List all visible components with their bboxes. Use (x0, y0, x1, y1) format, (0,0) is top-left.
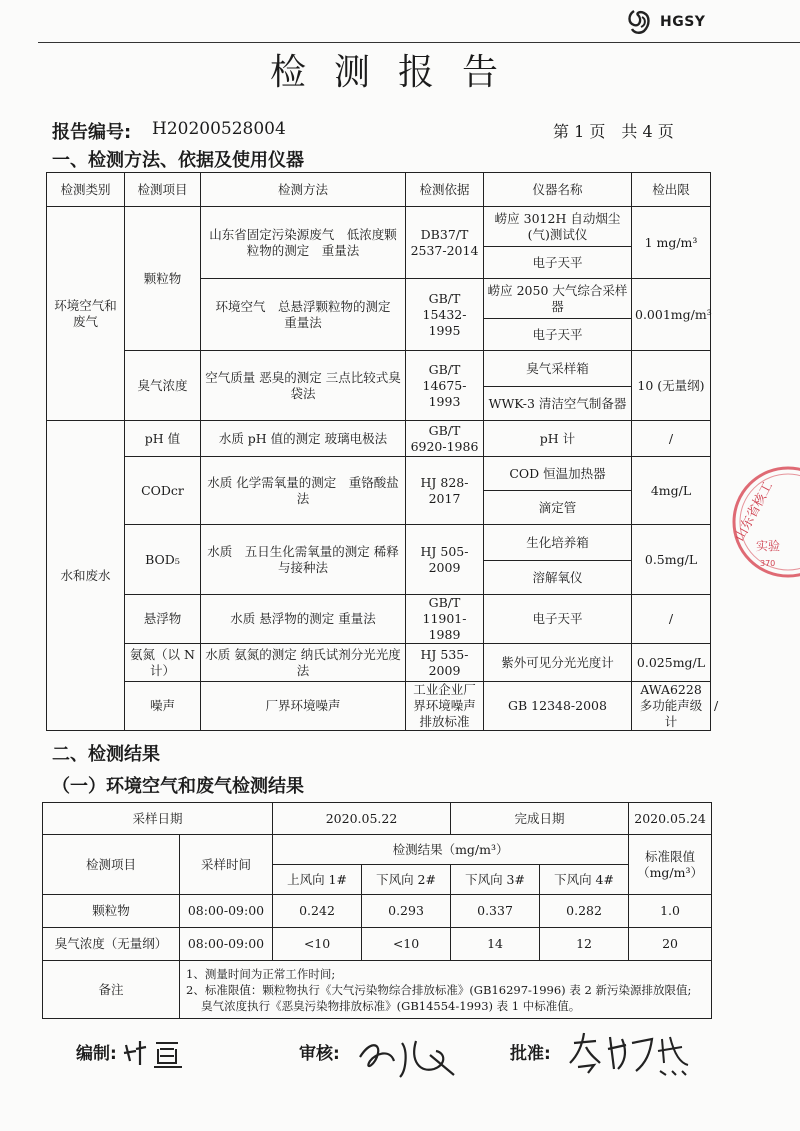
instrument-cell: 滴定管 (484, 491, 632, 525)
value-cell: <10 (273, 928, 362, 961)
compiled-by-label: 编制: (76, 1044, 117, 1064)
method-cell: 山东省固定污染源废气 低浓度颗粒物的测定 重量法 (201, 207, 406, 279)
column-header: 检测方法 (201, 173, 406, 207)
item-cell: 臭气浓度（无量纲） (43, 928, 180, 961)
basis-cell: GB/T 14675-1993 (406, 351, 484, 421)
basis-cell: DB37/T 2537-2014 (406, 207, 484, 279)
column-header: 仪器名称 (484, 173, 632, 207)
table-row (47, 457, 711, 491)
table-row (47, 421, 711, 457)
basis-cell: GB/T 15432-1995 (406, 279, 484, 351)
seal-text: 山东省核工 (732, 479, 777, 544)
report-number-label: 报告编号: (52, 122, 132, 143)
limit-cell: 20 (629, 928, 712, 961)
point-header: 上风向 1# (273, 865, 362, 895)
table-row (47, 644, 711, 682)
limit-cell: 0.001mg/m³ (632, 279, 711, 351)
table-row: 噪声 厂界环境噪声 工业企业厂界环境噪声排放标准 GB 12348-2008 AWA6228 多功能声级计 / (47, 682, 711, 731)
table-row (47, 525, 711, 561)
subsection-heading-air: （一）环境空气和废气检测结果 (52, 776, 304, 797)
table-header-row (43, 835, 712, 865)
basis-cell: HJ 828-2017 (406, 457, 484, 525)
compiler-signature (120, 1035, 200, 1071)
sampling-date-label: 采样日期 (43, 803, 273, 835)
point-header: 下风向 2# (362, 865, 451, 895)
category-cell: 水和废水 (47, 421, 125, 731)
instrument-cell: 生化培养箱 (484, 525, 632, 561)
instrument-cell: 溶解氧仪 (484, 561, 632, 595)
value-cell: 0.242 (273, 895, 362, 928)
seal-subtext: 实验 (756, 539, 781, 553)
column-header: 检测依据 (406, 173, 484, 207)
method-cell: 水质 氨氮的测定 纳氏试剂分光光度法 (201, 644, 406, 682)
table-row (47, 595, 711, 644)
method-cell: 空气质量 恶臭的测定 三点比较式臭袋法 (201, 351, 406, 421)
instrument-cell: 臭气采样箱 (484, 351, 632, 387)
note-label: 备注 (43, 961, 180, 1019)
item-cell: 颗粒物 (125, 207, 201, 351)
value-cell: 0.282 (540, 895, 629, 928)
company-logo (626, 6, 705, 38)
limit-cell: 10 (无量纲) (632, 351, 711, 421)
basis-cell: HJ 505-2009 (406, 525, 484, 595)
column-header: 检测项目 (125, 173, 201, 207)
section-heading-results: 二、检测结果 (52, 744, 160, 765)
instrument-cell: 电子天平 (484, 595, 632, 644)
instrument-cell: AWA6228 多功能声级计 (632, 682, 711, 731)
category-cell: 噪声 (125, 682, 201, 731)
method-cell: 水质 五日生化需氧量的测定 稀释与接种法 (201, 525, 406, 595)
column-header: 检出限 (632, 173, 711, 207)
logo-mark-icon (626, 7, 656, 37)
column-header: 标准限值（mg/m³） (629, 835, 712, 895)
section-heading-methods: 一、检测方法、依据及使用仪器 (52, 150, 304, 171)
value-cell: 0.293 (362, 895, 451, 928)
item-cell: 悬浮物 (125, 595, 201, 644)
method-cell: 水质 悬浮物的测定 重量法 (201, 595, 406, 644)
header-rule (38, 42, 800, 43)
instrument-cell: WWK-3 清洁空气制备器 (484, 387, 632, 421)
time-cell: 08:00-09:00 (180, 928, 273, 961)
value-cell: 12 (540, 928, 629, 961)
signature-row (0, 1035, 800, 1095)
finish-date-value: 2020.05.24 (629, 803, 712, 835)
item-cell: pH 值 (125, 421, 201, 457)
table-row (43, 895, 712, 928)
basis-cell: HJ 535-2009 (406, 644, 484, 682)
value-cell: 0.337 (451, 895, 540, 928)
item-cell: 臭气浓度 (125, 351, 201, 421)
seal-code: 370 (760, 559, 776, 568)
value-cell: 14 (451, 928, 540, 961)
basis-cell: GB/T 6920-1986 (406, 421, 484, 457)
finish-date-label: 完成日期 (451, 803, 629, 835)
basis-cell: GB 12348-2008 (484, 682, 632, 731)
instrument-cell: COD 恒温加热器 (484, 457, 632, 491)
report-number: H20200528004 (152, 119, 286, 139)
limit-cell: 0.025mg/L (632, 644, 711, 682)
limit-cell: 0.5mg/L (632, 525, 711, 595)
limit-cell: / (632, 421, 711, 457)
value-cell: <10 (362, 928, 451, 961)
instrument-cell: 崂应 2050 大气综合采样器 (484, 279, 632, 319)
item-cell: BOD₅ (125, 525, 201, 595)
note-line: 臭气浓度执行《恶臭污染物排放标准》(GB14554-1993) 表 1 中标准值。 (186, 998, 581, 1013)
methods-table (46, 172, 719, 731)
approved-by-label: 批准: (510, 1044, 551, 1064)
instrument-cell: 崂应 3012H 自动烟尘(气)测试仪 (484, 207, 632, 247)
method-cell: 工业企业厂界环境噪声排放标准 (406, 682, 484, 731)
limit-cell: / (632, 595, 711, 644)
column-header: 检测类别 (47, 173, 125, 207)
limit-cell: 1 mg/m³ (632, 207, 711, 279)
document-title: 检测报告 (269, 52, 526, 93)
point-header: 下风向 3# (451, 865, 540, 895)
item-cell: 厂界环境噪声 (201, 682, 406, 731)
instrument-cell: pH 计 (484, 421, 632, 457)
column-header: 检测结果（mg/m³） (273, 835, 629, 865)
note-line: 2、标准限值：颗粒物执行《大气污染物综合排放标准》(GB16297-1996) 表 2 新污染源排放限值; (186, 982, 692, 997)
method-cell: 水质 pH 值的测定 玻璃电极法 (201, 421, 406, 457)
method-cell: 水质 化学需氧量的测定 重铬酸盐法 (201, 457, 406, 525)
method-cell: 环境空气 总悬浮颗粒物的测定 重量法 (201, 279, 406, 351)
table-row (47, 351, 711, 387)
category-cell: 环境空气和废气 (47, 207, 125, 421)
approver-signature (566, 1029, 696, 1079)
sampling-date-value: 2020.05.22 (273, 803, 451, 835)
table-row (43, 961, 712, 1019)
reviewed-by-label: 审核: (299, 1044, 340, 1064)
table-header-row (47, 173, 711, 207)
note-line: 1、测量时间为正常工作时间; (186, 966, 336, 981)
air-results-table (42, 802, 712, 1019)
page-info: 第 1 页 共 4 页 (553, 122, 674, 141)
time-cell: 08:00-09:00 (180, 895, 273, 928)
table-row (43, 803, 712, 835)
reviewer-signature (350, 1031, 470, 1087)
limit-cell: 4mg/L (632, 457, 711, 525)
logo-text: HGSY (660, 14, 706, 30)
column-header: 采样时间 (180, 835, 273, 895)
table-row (47, 207, 711, 247)
instrument-cell: 电子天平 (484, 247, 632, 279)
point-header: 下风向 4# (540, 865, 629, 895)
item-cell: 颗粒物 (43, 895, 180, 928)
limit-cell: 1.0 (629, 895, 712, 928)
table-row (43, 928, 712, 961)
item-cell: 氨氮（以 N 计） (125, 644, 201, 682)
item-cell: CODcr (125, 457, 201, 525)
column-header: 检测项目 (43, 835, 180, 895)
basis-cell: GB/T 11901-1989 (406, 595, 484, 644)
official-seal (718, 462, 800, 582)
instrument-cell: 电子天平 (484, 319, 632, 351)
notes-cell (180, 961, 712, 1019)
instrument-cell: 紫外可见分光光度计 (484, 644, 632, 682)
